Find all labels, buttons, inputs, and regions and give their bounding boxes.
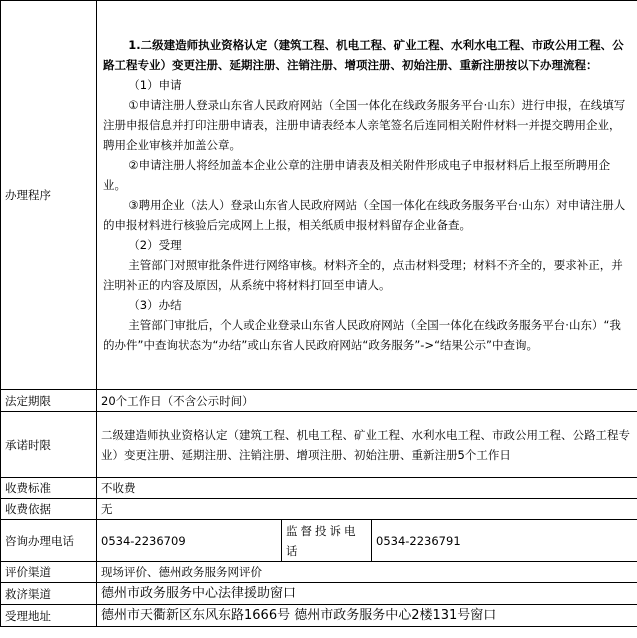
legal-period-label: 法定期限 [1,390,97,412]
legal-period-value: 20个工作日（不含公示时间） [97,390,637,412]
step-apply-heading: （1）申请 [128,78,182,92]
promised-period-label: 承诺时限 [1,412,97,478]
step-accept-text: 主管部门对照审批条件进行网络审核。材料齐全的，点击材料受理；材料不齐全的，要求补正，并注明补正的内容及原因，从系统中将材料打回至申请人。 [103,258,623,292]
procedure-intro: 1.二级建造师执业资格认定（建筑工程、机电工程、矿业工程、水利水电工程、市政公用工程、公路工程专业）变更注册、延期注册、注销注册、增项注册、初始注册、重新注册按以下办理流程： [103,38,624,72]
fee-basis-value: 无 [97,499,637,520]
promised-period-row [1,412,637,478]
contact-row [1,520,637,562]
address-value: 德州市天衢新区东风东路1666号 德州市政务服务中心2楼131号窗口 [97,605,637,627]
procedure-label: 办理程序 [1,1,97,390]
step-finish-text: 主管部门审批后，个人或企业登录山东省人民政府网站（全国一体化在线政务服务平台·山东）“我的办件”中查询状态为“办结”或山东省人民政府网站“政务服务”->“结果公示”中查询。 [103,318,621,352]
step-apply-2: ②申请注册人将经加盖本企业公章的注册申请表及相关附件形成电子申报材料后上报至所聘用企业。 [103,158,611,192]
step-accept-heading: （2）受理 [128,238,182,252]
fee-standard-row [1,478,637,499]
fee-standard-value: 不收费 [97,478,637,499]
relief-row [1,583,637,605]
promised-period-value: 二级建造师执业资格认定（建筑工程、机电工程、矿业工程、水利水电工程、市政公用工程、公路工程专业）变更注册、延期注册、注销注册、增项注册、初始注册、重新注册5个工作日 [97,412,637,478]
address-row [1,605,637,627]
fee-basis-row [1,499,637,520]
complaint-phone: 0534-2236791 [372,520,637,562]
contact-label: 咨询办理电话 [1,520,97,562]
procedure-row [1,1,637,390]
legal-period-row [1,390,637,412]
evaluation-label: 评价渠道 [1,562,97,583]
procedure-content [97,1,637,390]
step-finish-heading: （3）办结 [128,298,182,312]
evaluation-value: 现场评价、德州政务服务网评价 [97,562,637,583]
complaint-label: 监督投诉电话 [282,520,372,562]
step-apply-3: ③聘用企业（法人）登录山东省人民政府网站（全国一体化在线政务服务平台·山东）对申请注册人的申报材料进行核验后完成网上上报，相关纸质申报材料留存企业备查。 [103,198,626,232]
contact-phone: 0534-2236709 [97,520,282,562]
relief-value: 德州市政务服务中心法律援助窗口 [97,583,637,605]
evaluation-row [1,562,637,583]
address-label: 受理地址 [1,605,97,627]
relief-label: 救济渠道 [1,583,97,605]
step-apply-1: ①申请注册人登录山东省人民政府网站（全国一体化在线政务服务平台·山东）进行申报，在线填写注册申报信息并打印注册申请表，注册申请表经本人亲笔签名后连同相关附件材料一并提交聘用企业，聘用企业审核并加盖公章。 [103,98,626,152]
fee-standard-label: 收费标准 [1,478,97,499]
fee-basis-label: 收费依据 [1,499,97,520]
